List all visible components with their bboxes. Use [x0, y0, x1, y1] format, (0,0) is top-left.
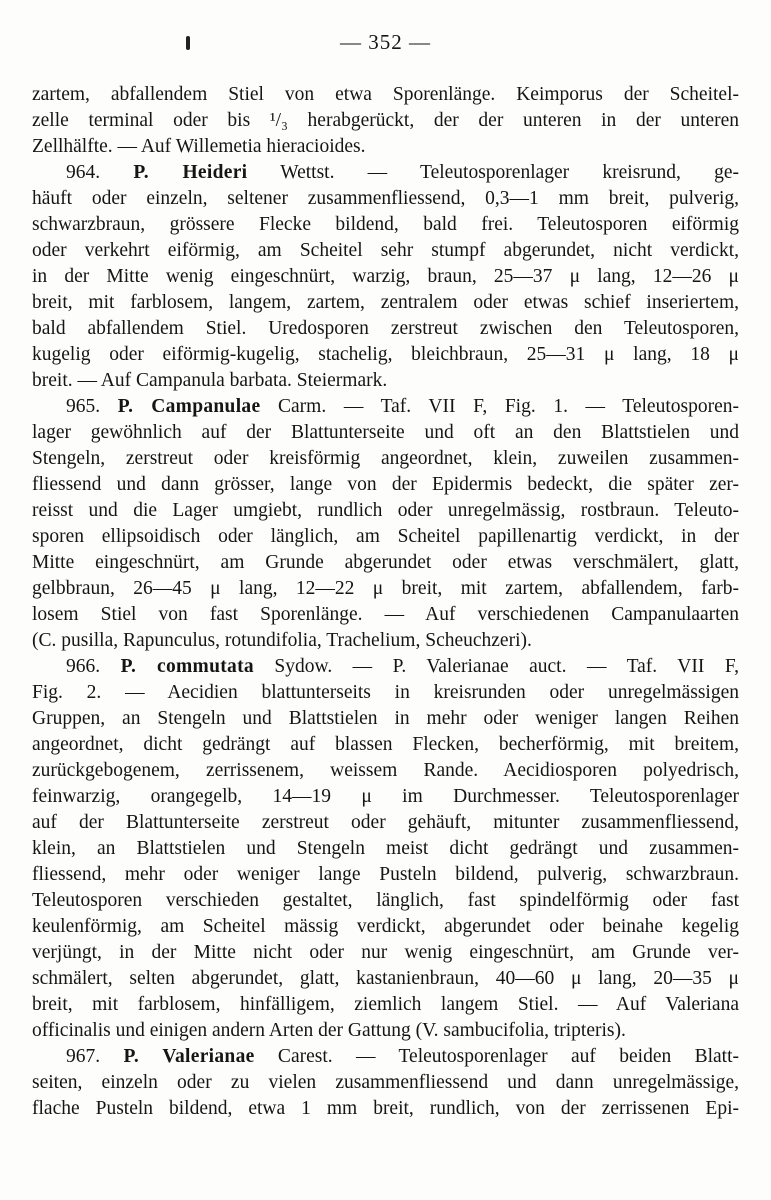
text-line: kugelig oder eiförmig-kugelig, stachelig, bleichbraun, 25—31 μ lang, 18 μ: [32, 344, 739, 365]
text-line: zurückgebogenem, zerrissenem, weissem Rande. Aecidiosporen polyedrisch,: [32, 760, 739, 781]
page-number: — 352 —: [340, 30, 431, 54]
text-line: klein, an Blattstielen und Stengeln meist dicht gedrängt und zusammen-: [32, 838, 739, 859]
text-line: häuft oder einzeln, seltener zusammenfliessend, 0,3—1 mm breit, pulverig,: [32, 188, 739, 209]
text-line: Mitte eingeschnürt, am Grunde abgerundet oder etwas verschmälert, glatt,: [32, 552, 739, 573]
text-line: breit. — Auf Campanula barbata. Steiermark.: [32, 370, 388, 391]
species-name: P. Valerianae: [123, 1046, 255, 1067]
species-name: P. Campanulae: [117, 396, 261, 417]
text-line: flache Pusteln bildend, etwa 1 mm breit, rundlich, von der zerrissenen Epi-: [32, 1098, 739, 1119]
text-line: schmälert, selten abgerundet, glatt, kastanienbraun, 40—60 μ lang, 20—35 μ: [32, 968, 739, 989]
text-line: auf der Blattunterseite zerstreut oder gehäuft, mitunter zusammenfliessend,: [32, 812, 739, 833]
text-line: verjüngt, in der Mitte nicht oder nur wenig eingeschnürt, am Grunde ver-: [32, 942, 739, 963]
text-line: feinwarzig, orangegelb, 14—19 μ im Durchmesser. Teleutosporenlager: [32, 786, 739, 807]
text-line: keulenförmig, am Scheitel mässig verdickt, abgerundet oder beinahe kegelig: [32, 916, 739, 937]
text-line: Gruppen, an Stengeln und Blattstielen in mehr oder weniger langen Reihen: [32, 708, 739, 729]
text-line: fliessend und dann grösser, lange von der Epidermis bedeckt, die später zer-: [32, 474, 739, 495]
text-line: oder verkehrt eiförmig, am Scheitel sehr stumpf abgerundet, nicht verdickt,: [32, 240, 739, 261]
text-line: 967. P. Valerianae Carest. — Teleutosporenlager auf beiden Blatt-: [66, 1046, 740, 1067]
text-line: reisst und die Lager umgiebt, rundlich oder unregelmässig, rostbraun. Teleuto-: [32, 500, 739, 521]
text-line: sporen ellipsoidisch oder länglich, am Scheitel papillenartig verdickt, in der: [32, 526, 739, 547]
text-line: Zellhälfte. — Auf Willemetia hieracioides.: [32, 136, 366, 157]
text-line: 964. P. Heideri Wettst. — Teleutosporenlager kreisrund, ge-: [66, 162, 740, 183]
text-line: 966. P. commutata Sydow. — P. Valerianae auct. — Taf. VII F,: [66, 656, 739, 677]
text-line: angeordnet, dicht gedrängt auf blassen Flecken, becherförmig, mit breitem,: [32, 734, 739, 755]
text-line: zartem, abfallendem Stiel von etwa Sporenlänge. Keimporus der Scheitel-: [32, 84, 739, 105]
text-line: Stengeln, zerstreut oder kreisförmig angeordnet, klein, zuweilen zusammen-: [32, 448, 739, 469]
species-name: P. Heideri: [133, 162, 248, 183]
text-line: bald abfallendem Stiel. Uredosporen zerstreut zwischen den Teleutosporen,: [32, 318, 739, 339]
text-line: seiten, einzeln oder zu vielen zusammenfliessend und dann unregelmässige,: [32, 1072, 739, 1093]
text-line: fliessend, mehr oder weniger lange Pusteln bildend, pulverig, schwarzbraun.: [32, 864, 739, 885]
text-line: breit, mit farblosem, langem, zartem, zentralem oder etwas schief inseriertem,: [32, 292, 739, 313]
text-line: zelle terminal oder bis ¹/₃ herabgerückt, der der unteren in der unteren: [32, 110, 739, 131]
page-body-text: [32, 82, 739, 1122]
text-line: breit, mit farblosem, hinfälligem, ziemlich langem Stiel. — Auf Valeriana: [32, 994, 739, 1015]
text-line: in der Mitte wenig eingeschnürt, warzig, braun, 25—37 μ lang, 12—26 μ: [32, 266, 739, 287]
text-line: Fig. 2. — Aecidien blattunterseits in kreisrunden oder unregelmässigen: [32, 682, 739, 703]
text-line: gelbbraun, 26—45 μ lang, 12—22 μ breit, mit zartem, abfallendem, farb-: [32, 578, 739, 599]
text-line: lager gewöhnlich auf der Blattunterseite und oft an den Blattstielen und: [32, 422, 739, 443]
text-line: (C. pusilla, Rapunculus, rotundifolia, Trachelium, Scheuchzeri).: [32, 630, 532, 651]
text-line: 965. P. Campanulae Carm. — Taf. VII F, Fig. 1. — Teleutosporen-: [66, 396, 739, 417]
text-line: losem Stiel von fast Sporenlänge. — Auf verschiedenen Campanulaarten: [32, 604, 739, 625]
text-line: schwarzbraun, grössere Flecke bildend, bald frei. Teleutosporen eiförmig: [32, 214, 739, 235]
species-name: P. commutata: [120, 656, 254, 677]
text-line: officinalis und einigen andern Arten der Gattung (V. sambucifolia, tripteris).: [32, 1020, 626, 1041]
text-line: Teleutosporen verschieden gestaltet, länglich, fast spindelförmig oder fast: [32, 890, 739, 911]
